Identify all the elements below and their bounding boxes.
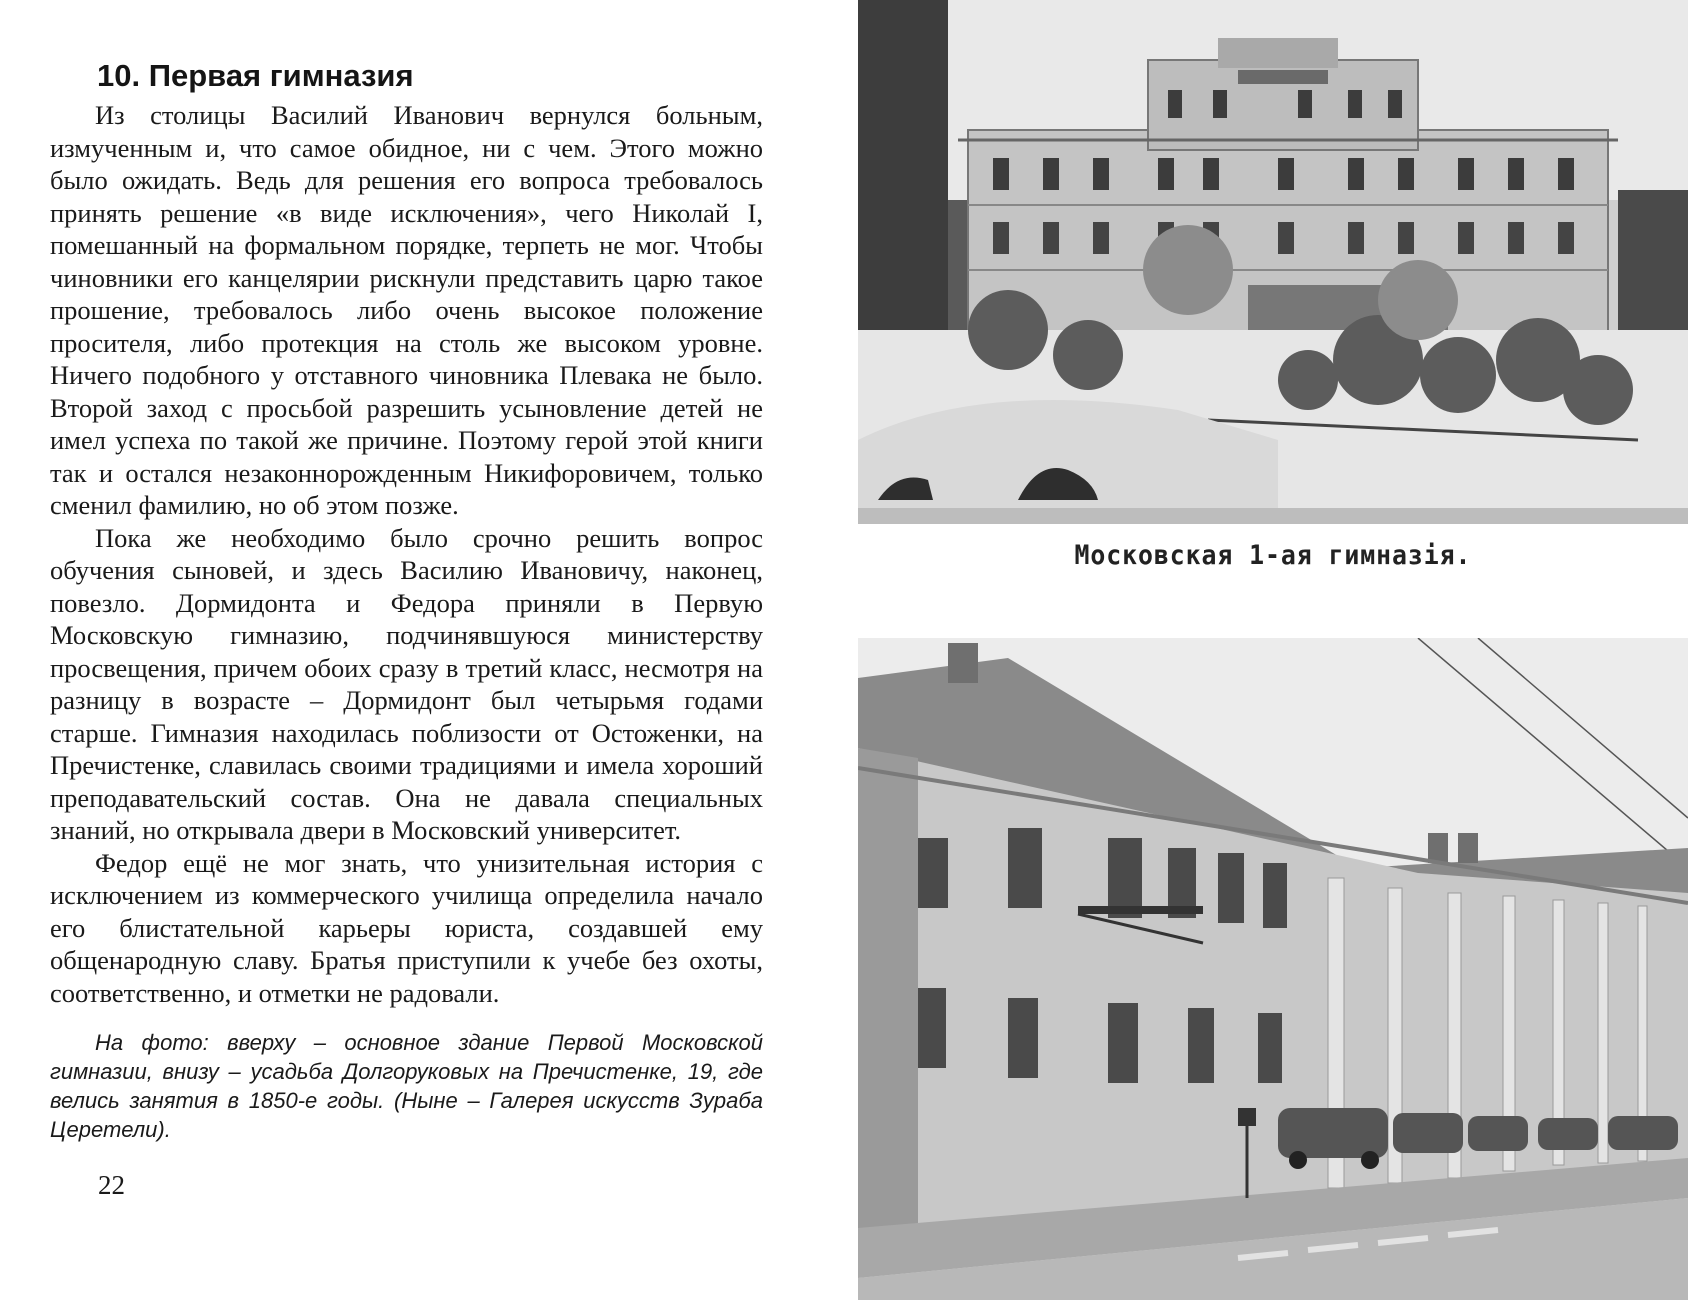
dolgorukov-estate-photo: [858, 638, 1688, 1300]
paragraph-1: Из столицы Василий Иванович вернулся больным, измученным и, что самое обидное, ни с чем. Этого можно было ожидать. Ведь для решения его вопроса требовалось принять решение «в виде исключения», чего Николай I, помешанный на формальном порядке, терпеть не мог. Чтобы чиновники его канцелярии рискнули представить царю такое прошение, требовалось либо очень высокое положение просителя, либо протекция на столь же высоком уровне. Ничего подобного у отставного чиновника Плевака не было. Второй заход с просьбой разрешить усыновление детей не имел успеха по такой же причине. Поэтому герой этой книги так и остался незаконнорожденным Никифоровичем, только сменил фамилию, но об этом позже.: [50, 100, 763, 520]
photo-caption: На фото: вверху – основное здание Первой Московской гимназии, внизу – усадьба Долгоруковых на Пречистенке, 19, где велись занятия в 1850-е годы. (Ныне – Галерея искусств Зураба Церетели).: [50, 1030, 763, 1142]
historic-photo-label: Московская 1-ая гимназія.: [1074, 540, 1472, 571]
historic-gymnasium-photo: [858, 0, 1688, 524]
paragraph-3: Федор ещё не мог знать, что унизительная история с исключением из коммерческого училища определила начало его блистательной карьеры юриста, создавшей ему общенародную славу. Братья приступили к учебе без охоты, соответственно, и отметки не радовали.: [50, 847, 763, 1008]
paragraph-2: Пока же необходимо было срочно решить вопрос обучения сыновей, и здесь Василию Ивановичу, наконец, повезло. Дормидонта и Федора приняли в Первую Московскую гимназию, подчинявшуюся министерству просвещения, причем обоих сразу в третий класс, несмотря на разницу в возрасте – Дормидонт был четырьмя годами старше. Гимназия находилась поблизости от Остоженки, на Пречистенке, славилась своими традициями и имела хороший преподавательский состав. Она не давала специальных знаний, но открывала двери в Московский университет.: [50, 522, 763, 845]
body-text: [50, 99, 763, 1009]
dolgorukov-estate-illustration: [858, 638, 1688, 1300]
page-number: 22: [98, 1170, 125, 1200]
historic-gymnasium-illustration: [858, 0, 1688, 524]
chapter-title: 10. Первая гимназия: [97, 58, 414, 93]
